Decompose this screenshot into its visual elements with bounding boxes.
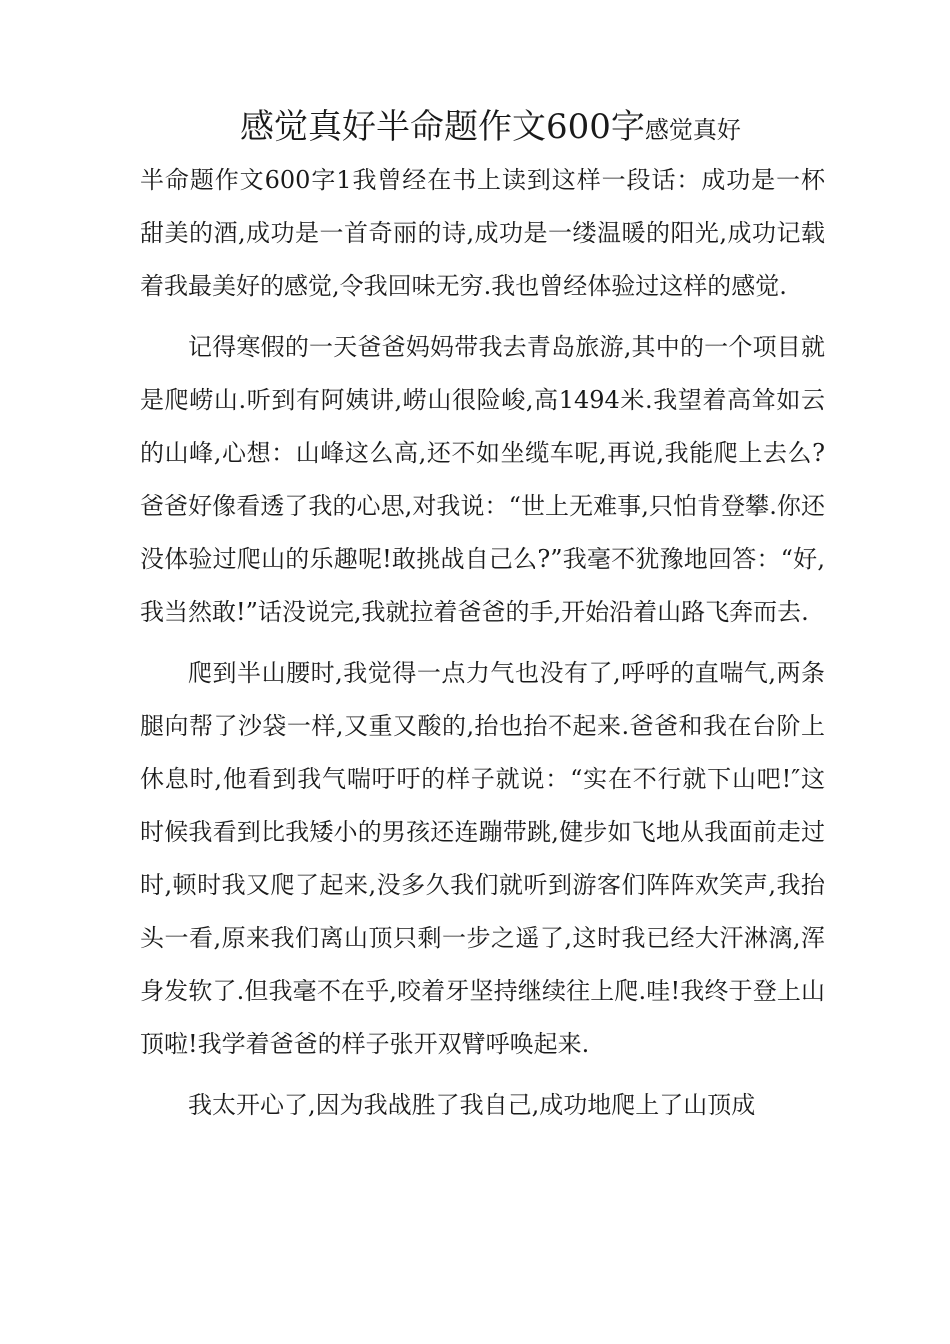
paragraph-conclusion: 我太开心了,因为我战胜了我自己,成功地爬上了山顶成 (188, 1091, 756, 1119)
title-line (240, 100, 825, 154)
title-continuation: 感觉真好 (644, 116, 741, 144)
paragraph-intro: 半命题作文600字1我曾经在书上读到这样一段话：成功是一杯甜美的酒,成功是一首奇丽的诗,成功是一缕温暖的阳光,成功记载着我最美好的感觉,令我回味无穷.我也曾经体验过这样的感觉. (140, 166, 825, 300)
paragraph-climb: 爬到半山腰时,我觉得一点力气也没有了,呼呼的直喘气,两条腿向帮了沙袋一样,又重又酸的,抬也抬不起来.爸爸和我在台阶上休息时,他看到我气喘吁吁的样子就说：“实在不行就下山吧!″这时候我看到比我矮小的男孩还连蹦带跳,健步如飞地从我面前走过时,顿时我又爬了起来,没多久我们就听到游客们阵阵欢笑声,我抬头一看,原来我们离山顶只剩一步之遥了,这时我已经大汗淋漓,浑身发软了.但我毫不在乎,咬着牙坚持继续往上爬.哇!我终于登上山顶啦!我学着爸爸的样子张开双臂呼唤起来. (140, 659, 825, 1058)
document-title: 感觉真好半命题作文600字 (240, 107, 645, 147)
document-body (140, 100, 825, 1132)
paragraph-trip: 记得寒假的一天爸爸妈妈带我去青岛旅游,其中的一个项目就是爬崂山.听到有阿姨讲,崂山很险峻,高1494米.我望着高耸如云的山峰,心想：山峰这么高,还不如坐缆车呢,再说,我能爬上去么?爸爸好像看透了我的心思,对我说：“世上无难事,只怕肯登攀.你还没体验过爬山的乐趣呢!敢挑战自己么?”我毫不犹豫地回答：“好,我当然敢!”话没说完,我就拉着爸爸的手,开始沿着山路飞奔而去. (140, 333, 825, 626)
